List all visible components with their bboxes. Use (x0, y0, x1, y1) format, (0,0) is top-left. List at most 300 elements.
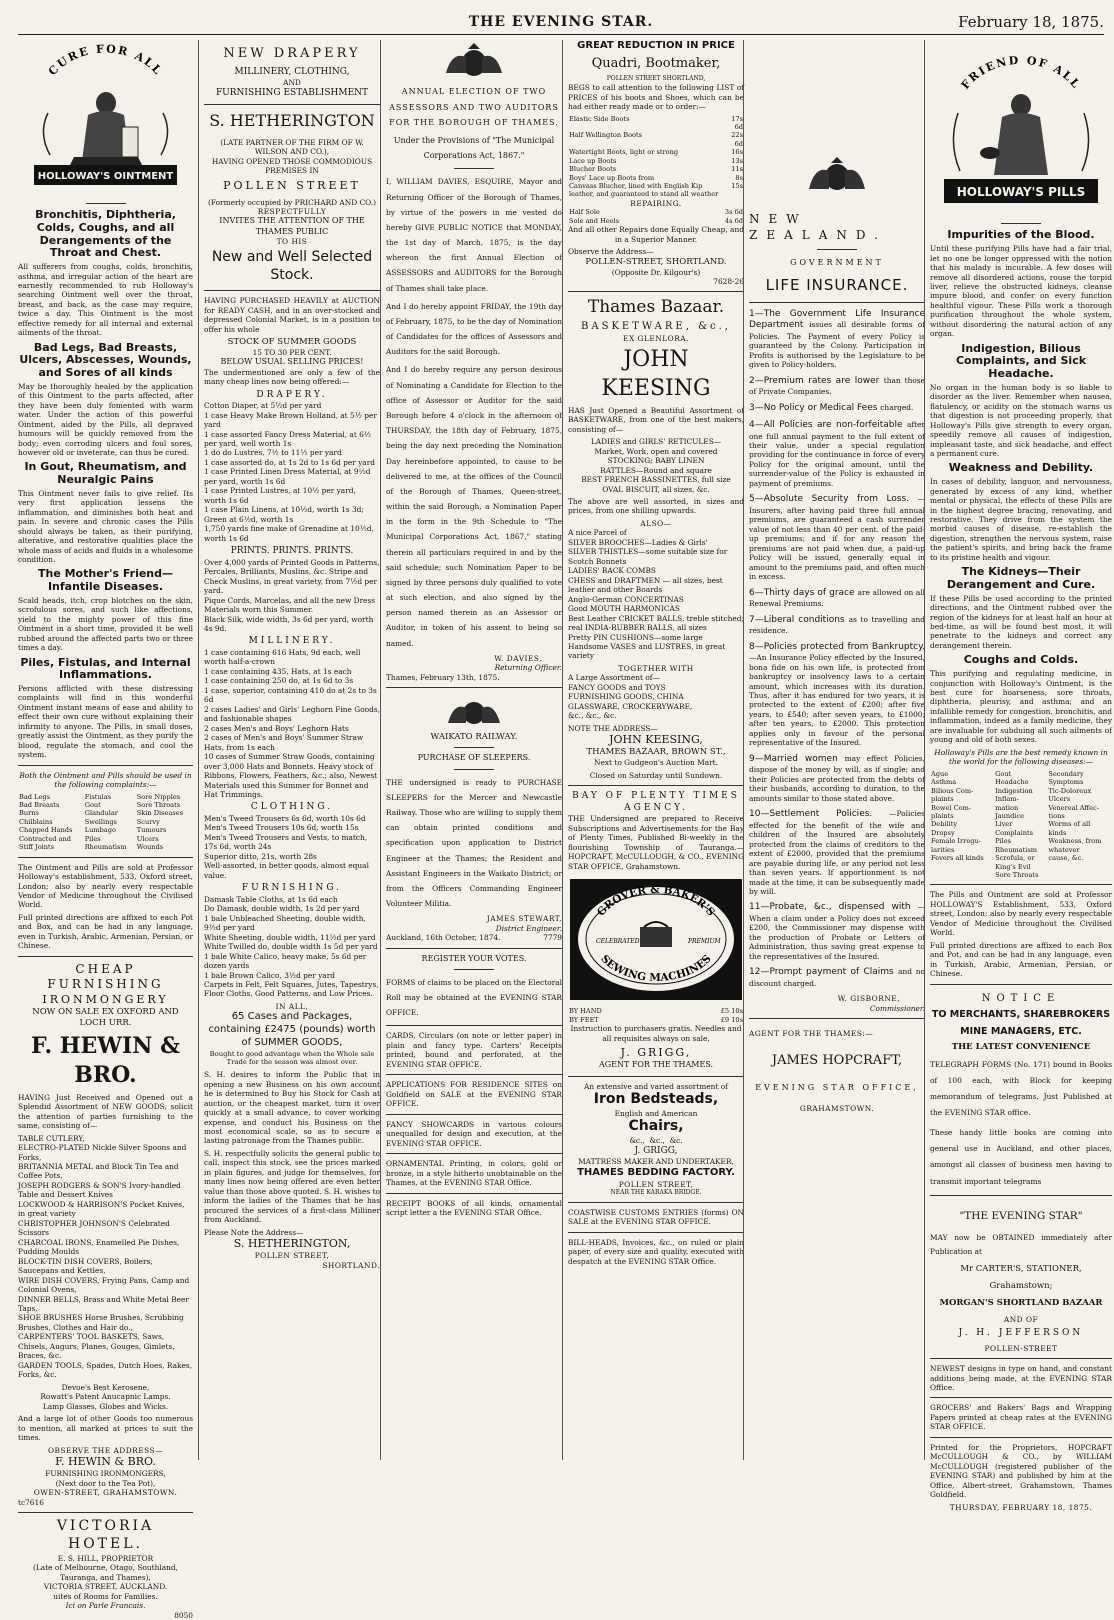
complaints-table (18, 793, 193, 852)
table-cell: Sore Throats (995, 871, 1039, 879)
table-caption: Both the Ointment and Pills should be used in the following complaints:— (19, 770, 192, 790)
holloway-pills-emblem (930, 43, 1112, 213)
notice-subtitle: GOVERNMENT (790, 258, 884, 268)
ad-title: CHEAP FURNISHING (47, 961, 164, 992)
table-cell: 17s 6d (731, 114, 743, 131)
agent-office: EVENING STAR OFFICE, (755, 1083, 919, 1093)
table-cell: Secondary (1048, 769, 1084, 778)
table-row (930, 854, 1112, 862)
goods-list: Over 4,000 yards of Printed Goods in Patterns, Percales, Brilliants, Muslins, &c. Stripe and Check Muslins, in great variety, from 7½d per yard. Pique Cords, Marcelas, and all the new Dress Materials worn this Summer. Black Silk, wide width, 3s 6d per yard, worth 4s 9d. (204, 557, 380, 633)
notice-signature: W. DAVIES, (494, 653, 542, 663)
table-cell: kinds (1048, 828, 1067, 837)
royal-arms-icon (386, 43, 562, 79)
notice-title: LIFE INSURANCE. (765, 276, 909, 295)
firm-name: JOHN KEESING, (609, 733, 703, 747)
table-cell: Headache (995, 778, 1029, 787)
table-cell: 4s 6d (724, 216, 743, 225)
insurance-term (749, 902, 925, 961)
table-cell: Half Sole (569, 208, 600, 217)
emblem-badge: HOLLOWAY'S OINTMENT (37, 171, 174, 182)
notice-role: Returning Officer. (494, 663, 562, 673)
table-cell: Piles (995, 837, 1012, 846)
firm-name: J. GRIGG, (634, 1145, 678, 1156)
table-cell: Gout (84, 800, 101, 809)
table-cell: Bowel Com- (931, 803, 972, 812)
address-label: Please Note the Address— (204, 1227, 304, 1237)
table-cell: Inflam- (995, 795, 1019, 804)
insurance-term-heading: 9—Married women (749, 753, 845, 764)
table-cell: Piles (84, 834, 101, 843)
royal-arms-icon (386, 696, 562, 726)
svg-text:FRIEND OF ALL (959, 54, 1084, 92)
notice-text: TELEGRAPH FORMS (No. 171) bound in Books of 100 each, with Block for keeping memorandum of telegrams, Just Published at the EVENING STAR office. (930, 1059, 1112, 1118)
price-row (568, 115, 744, 132)
goods-list: Damask Table Cloths, at 1s 6d each Do Damask, double width, 1s 2d per yard 1 bale Unbleached Sheeting, double width, 9½d per yard White Sheeting, double width, 11½d per yard White Twilled do, double width 1s 5d per yard 1 bale White Calico, heavy make, 5s 6d per dozen yards 1 bale Brown Calico, 3½d per yard Carpets in Felt, Felt Squares, Jutes, Tapestrys, Floor Cloths, Good Patterns, and Low Prices. (204, 894, 379, 999)
table-cell: BY HAND (569, 1007, 602, 1016)
agent-label: AGENT FOR THE THAMES:— (749, 1029, 874, 1039)
insurance-term-text: —When a claim under a Policy does not exceed £200, the Commissioner may dispense with the production of Probate or Letters of Administration, thus saving great expense to the representatives of the Insured. (749, 902, 925, 961)
machine-price-list (568, 1007, 744, 1024)
table-cell: Tumours (136, 826, 167, 835)
repair-price-list (568, 208, 744, 225)
ad-heading: Impurities of the Blood. (947, 228, 1095, 242)
ad-heading: The Kidneys—Their Derangement and Cure. (946, 565, 1096, 591)
agent-name: MORGAN'S SHORTLAND BAZAAR (939, 1297, 1103, 1308)
insurance-term-text: issues all desirable forms of Policies. The Payment of every Policy is guaranteed by the Colony. Participation in Profits is authorised by the Legislature to be given to Policy-holders. (749, 320, 926, 370)
table-cell: 13s (731, 156, 743, 165)
imprint: Printed for the Proprietors, HOPCRAFT McCULLOUGH & CO., by WILLIAM McCULLOUGH (registered publisher of the EVENING STAR) and published by him at the Office, Albert-street, Grahamstown, Thames Goldfield. (930, 1442, 1112, 1500)
office-ad: GROCERS' and Bakers' Bags and Wrapping Papers printed at cheap rates at the EVENING STAR OFFICE. (930, 1403, 1112, 1432)
insurance-term-text: as to travelling and residence. (749, 614, 926, 636)
firm-note: INVITES THE ATTENTION OF THE THAMES PUBLIC (219, 216, 365, 236)
firm-name: S. HETHERINGTON, (233, 1237, 351, 1251)
column-4 (562, 40, 744, 1460)
table-row (930, 871, 1112, 879)
insurance-term-heading: 6—Thirty days of grace (749, 587, 858, 598)
table-cell: Sore Nipples (136, 792, 181, 801)
firm-street: POLLEN STREET SHORTLAND, (606, 75, 706, 83)
table-cell: Half Wellington Boots (569, 131, 643, 140)
table-cell: 11s (731, 165, 743, 174)
ad-text: Bought to good advantage when the Whole sale Trade for the season was almost over. (209, 1049, 375, 1067)
emblem-motto: CURE FOR ALL (45, 43, 166, 79)
ad-text: HAS Just Opened a Beautiful Assortment of BASKETWARE, from one of the best makers, consisting of— (568, 405, 744, 434)
table-cell: Chilblains (19, 817, 53, 826)
table-cell: Burns (19, 809, 39, 818)
insurance-term (749, 588, 925, 609)
section-heading: IN ALL, (275, 1001, 309, 1011)
ad-subtitle: BASKETWARE, &c., (581, 321, 731, 333)
table-cell: Scrofula, or (995, 854, 1035, 863)
price-row (568, 157, 744, 165)
table-cell: BY FEET (569, 1015, 599, 1024)
price-row (568, 131, 744, 148)
table-cell: Jaundice (995, 811, 1025, 820)
table-cell: Complaints (995, 828, 1034, 837)
page-header (18, 10, 1104, 35)
table-cell: Liver (995, 820, 1013, 829)
office-ad: CARDS, Circulars (on note or letter paper) in plain and fancy type. Carters' Receipts printed, bound and perforated, at the EVENING STAR OFFICE. (386, 1031, 562, 1069)
ad-text: Scald heads, itch, crop blotches on the skin, scrofulous sores, and such like affections, yield to the mighty power of this fine Ointment in a short time, provided it be well rubbed around the affected parts two or three times a day. (18, 595, 193, 653)
ad-highlight: BELOW USUAL SELLING PRICES! (220, 357, 364, 367)
insurance-term-heading: 11—Probate, &c., dispensed with (749, 902, 918, 913)
table-cell: Rheumatism (84, 843, 127, 852)
section-heading: ALSO— (640, 518, 672, 528)
holloway-ointment-emblem (18, 43, 193, 193)
insurance-term (749, 754, 925, 803)
ad-text: HAVING Just Received and Opened out a Splendid Assortment of NEW GOODS, solicit the attention of parties furnishing to the same, consisting of— (18, 1092, 193, 1131)
ad-text: This purifying and regulating medicine, in conjunction with Holloway's Ointment, is the best cure for hoarseness, sore throats, diphtheria, pleurisy, and asthma; and an infallible remedy for congestion, bronchitis, and inflammation, indeed as a family medicine, they are invaluable for subduing all such ailments of young and old of both sexes. (930, 669, 1112, 745)
firm-name: JOHN KEESING (601, 347, 711, 401)
hotel-proprietor: E. S. HILL, PROPRIETOR (57, 1553, 154, 1563)
table-cell: Fistulas (84, 792, 112, 801)
table-cell: Lace up Boots (569, 156, 617, 165)
ad-text: Instruction to purchasers gratis. Needles and all requisites always on sale. (570, 1024, 742, 1043)
table-cell: 3s 6d (724, 208, 743, 217)
ad-text: May be thoroughly healed by the application of this Ointment to the parts affected, after they have been duly fomented with warm water. Under the action of this powerful Ointment, aided by the Pills, all depraved humours will be quickly removed from the body; even corroding ulcers and foul sores, however old or inveterate, can thus be cured. (18, 381, 193, 457)
ad-heading: Piles, Fistulas, and Internal Inflammations. (20, 655, 191, 682)
notice-signature: W. GISBORNE, (837, 994, 900, 1004)
notice-text: And I do hereby appoint FRIDAY, the 19th day of February, 1875, to be the day of Nomination of Candidates for the offices of Assessors and Auditors for the said Borough. (386, 301, 562, 357)
table-row (18, 793, 193, 801)
ad-title: THAMES BEDDING FACTORY. (577, 1166, 735, 1178)
ad-subtitle: English and American (614, 1108, 698, 1118)
table-row (930, 820, 1112, 828)
ad-title: NEW DRAPERY (223, 46, 361, 61)
address-label: OBSERVE THE ADDRESS— (48, 1445, 163, 1455)
table-caption: Holloway's Pills are the best remedy known in the world for the following diseases:— (934, 747, 1108, 767)
hotel-french: Ici on Parle Francais. (65, 1601, 146, 1611)
ad-text: HAVING PURCHASED HEAVILY at AUCTION for READY CASH, and in an over-stocked and depressed Colonial Market, is in a position to offer his whole (204, 296, 380, 334)
notice-subtitle: THE LATEST CONVENIENCE (951, 1041, 1091, 1052)
ad-heading: In Gout, Rheumatism, and Neuralgic Pains (24, 460, 187, 487)
agent-name: J. H. JEFFERSON (958, 1328, 1084, 1339)
firm-location: Next to Gudgeon's Auction Mart. (594, 758, 718, 768)
notice-title: NOTICE (981, 992, 1061, 1004)
ad-text: And all other Repairs done Equally Cheap, and in a Superior Manner. (568, 225, 744, 244)
table-cell: Worms of all (1048, 820, 1091, 829)
ad-subtitle: &c., &c., &c. (629, 1136, 683, 1146)
table-cell: larities (931, 845, 955, 854)
ad-subtitle: NOW ON SALE EX OXFORD AND LOCH URR. (32, 1006, 179, 1028)
table-cell: Venereal Affec- (1048, 803, 1099, 812)
insurance-term-text: —An Insurance Policy effected by the Insured, bona fide on his own life, is protected from bankruptcy or insolvency laws to a certain amount, which increases with its duration. Thus, after it has endured for two years, it is protected to the extent of £200; after five years, to £540; after seven years, to £1000; after ten years, to £2000. This protection applies only in favour of the personal representative of the Insured. (749, 653, 925, 748)
ad-text: Until these purifying Pills have had a fair trial, let no one be longer oppressed with the notion that his malady is incurable. A few doses will remove all disordered actions, rouse the torpid liver, relieve the obstructed kidneys, cleanse impure blood, and confer on every function healthful vigour. These Pills work a thorough purification throughout the whole system, without disordering the natural action of any organ. (930, 244, 1112, 339)
insurance-term-text: —Policies effected for the benefit of the wife and children of the Insured are absolutely protected from the claims of creditors to the extent of £2000, provided that the premiums are payable during life, or any period not less than seven years. If apportionment is not made at the time, it can be subsequently made by will. (749, 809, 925, 896)
grover-baker-logo (568, 877, 744, 1002)
firm-note: TO HIS (276, 236, 308, 246)
table-row (930, 863, 1112, 871)
ad-ref: 8050 (174, 1610, 193, 1620)
goods-list: A nice Parcel of SILVER BROOCHES—Ladies & Girls' SILVER THISTLES—some suitable size for Scotch Bonnets LADIES' BACK COMBS CHESS and DRAFTMEN — all sizes, best leather and other Boards Anglo-German CONCERTINAS Good MOUTH HARMONICAS Best Leather CRICKET BALLS, treble stitched; real INDIA-RUBBER BALLS, all sizes Pretty PIN CUSHIONS—some large Handsome VASES and LUSTRES, in great variety (568, 528, 744, 661)
notice-text: THE undersigned is ready to PURCHASE SLEEPERS for the Mercer and Newcastle Railway. Those who are willing to supply them can obtain printed conditions and specification upon application to District Engineer at the Thames; the Resident and Assistant Engineers in the Waikato District; or from the Officers Commanding Engineer Volunteer Militia. (386, 777, 562, 909)
address-label: Observe the Address— (568, 247, 654, 257)
stock-heading: New and Well Selected Stock. (211, 249, 373, 284)
table-row (930, 829, 1112, 837)
goods-list: LADIES and GIRLS' RETICULES— Market, Work, open and covered STOCKING; BABY LINEN RATTLES—Round and square BEST FRENCH BASSINETTES, full size OVAL BISCUIT, all sizes, &c. (581, 437, 731, 494)
firm-street: POLLEN-STREET, SHORTLAND. (585, 256, 727, 267)
table-row (18, 835, 193, 843)
firm-street: THAMES BAZAAR, BROWN ST., (586, 747, 726, 758)
firm-name: S. HETHERINGTON (209, 111, 375, 131)
insurance-term (749, 809, 925, 896)
table-row (930, 778, 1112, 786)
insurance-terms (749, 309, 925, 989)
table-cell: 22s 6d (731, 131, 743, 148)
ad-text: The undermentioned are only a few of the many cheap lines now being offered:— (204, 367, 380, 387)
table-row (930, 787, 1112, 795)
section-heading: MILLINERY. (248, 636, 336, 647)
table-cell: Bad Breasts (19, 800, 60, 809)
table-cell: Skin Diseases (136, 809, 184, 818)
goods-list: A Large Assortment of— FANCY GOODS and TOYS FURNISHING GOODS, CHINA GLASSWARE, CROCKERYWARE, &c., &c., &c. (568, 673, 693, 721)
ad-text: All sufferers from coughs, colds, bronchitis, asthma, and irregular action of the heart are earnestly recommended to rub Holloway's searching Ointment well over the throat, breast, and back, as the case may require, twice a day. This Ointment is the most effective remedy for all internal and external ailments of the throat. (18, 262, 193, 338)
ad-text: An extensive and varied assortment of (584, 1081, 728, 1091)
office-ad: APPLICATIONS FOR RESIDENCE SITES on Goldfield on SALE at the EVENING STAR OFFICE. (386, 1080, 562, 1109)
table-row (930, 846, 1112, 854)
table-cell: Ulcers (1048, 795, 1071, 804)
firm-name: F. HEWIN & BRO. (55, 1455, 156, 1469)
hotel-rooms: uites of Rooms for Families. (53, 1591, 158, 1601)
table-cell: King's Evil (995, 862, 1031, 871)
ad-ref: 7628-26 (713, 276, 744, 286)
table-cell: £9 10s (720, 1015, 743, 1024)
ad-text: The Ointment and Pills are sold at Professor Holloway's establishment, 533, Oxford street, London; also by nearly every respectable Vendor of Medicine throughout the Civilised World. (18, 862, 193, 910)
table-cell: Tic-Doloreux (1048, 786, 1092, 795)
price-row (568, 174, 744, 182)
ad-highlight: 15 TO 30 PER CENT. (252, 347, 332, 357)
ad-text: In cases of debility, languor, and nervousness, generated by excess of any kind, whether mental or physical, the effects of these Pills are in the highest degree bracing, renovating, and restorative. They drive from the system the morbid causes of disease, re-establish the digestion, strengthen the nervous system, raise the patient's spirits, and bring back the frame to its pristine health and vigour. (930, 477, 1112, 562)
logo-bottom-text: SEWING MACHINES (598, 952, 714, 984)
ad-text: Full printed directions are affixed to each Pot and Box, and can be had in any language, even in Turkish, Arabic, Armenian, Persian, or Chinese. (18, 912, 193, 951)
ad-heading: The Mother's Friend—Infantile Diseases. (37, 567, 174, 594)
table-cell: Canvass Blucher, lined with English Kip leather, and guaranteed to stand all weather (569, 182, 719, 199)
notice-subtitle: PURCHASE OF SLEEPERS. (417, 753, 531, 763)
insurance-term-text: than those of Private Companies. (749, 375, 925, 397)
insurance-term (749, 494, 925, 581)
ad-text: Full printed directions are affixed to each Box and Pot, and can be had in any language, even in Turkish, Arabic, Armenian, Persian, or Chinese. (930, 940, 1112, 979)
table-cell: Gout (995, 769, 1012, 778)
ad-title: Iron Bedsteads, (593, 1091, 719, 1108)
table-cell: Asthma (931, 778, 957, 787)
office-ad: NEWEST designs in type on hand, and constant additions being made, at the EVENING STAR Office. (930, 1364, 1112, 1392)
table-cell: Scurvy (136, 817, 160, 826)
section-heading: REPAIRING. (630, 198, 682, 208)
hotel-street: VICTORIA STREET, AUCKLAND. (43, 1582, 168, 1592)
insurance-term-heading: 4—All Policies are non-forfeitable (749, 420, 907, 431)
address-label: NOTE THE ADDRESS— (568, 723, 658, 733)
notice-title: "THE EVENING STAR" (959, 1209, 1083, 1222)
ad-title: IRONMONGERY (42, 992, 169, 1006)
firm-role: AGENT FOR THE THAMES. (598, 1060, 714, 1070)
insurance-term-text: and no discount charged. (749, 967, 925, 988)
table-row (18, 818, 193, 826)
table-cell: plaints (931, 811, 954, 820)
ad-text: And a large lot of other Goods too numerous to mention, all marked at prices to suit the times. (18, 1414, 193, 1443)
table-cell: Debility (931, 820, 958, 829)
ad-text: The above are well assorted, in sizes and prices, from one shilling upwards. (568, 496, 744, 516)
table-row (930, 804, 1112, 812)
firm-location: (Opposite Dr. Kilgour's) (611, 267, 701, 277)
notice-date: Thames, February 13th, 1875. (386, 672, 500, 682)
table-cell: Stiff Joints (19, 843, 55, 852)
notice-title: REGISTER YOUR VOTES. (421, 953, 527, 963)
table-cell (1047, 871, 1112, 879)
masthead-title: THE EVENING STAR. (468, 14, 654, 30)
table-cell: Chapped Hands (19, 826, 73, 835)
table-cell: Dropsy (931, 828, 955, 837)
column-3 (380, 40, 562, 1460)
ad-title: Thames Bazaar. (587, 297, 725, 318)
section-heading: CLOTHING. (250, 802, 334, 813)
insurance-term-text: after one full annual payment to the full extent of their value, under a special regulation providing for the continuance in force of every Policy for the original amount, until the surrender-value of the Policy is exhausted in payment of premiums. (749, 420, 925, 488)
table-row (18, 843, 193, 851)
section-heading: TOGETHER WITH (618, 663, 694, 673)
firm-trade: FURNISHING IRONMONGERS, (45, 1469, 166, 1479)
table-cell: Ague (931, 769, 949, 778)
notice-text: These handy little books are coming into general use in Auckland, and other places, amongst all classes of business men having to transmit important telegrams (930, 1127, 1112, 1186)
diseases-table (930, 770, 1112, 880)
insurance-term (749, 967, 925, 988)
ad-heading: Bad Legs, Bad Breasts, Ulcers, Abscesses, Wounds, and Sores of all kinds (19, 340, 192, 380)
ad-text: No organ in the human body is so liable to disorder as the liver. Remember when nausea, flatulency, or acidity on the stomach warns us that digestion is not proceeding properly, that Holloway's Pills give strength to every organ, speedily remove all causes of indigestion, impleasant taste, and sick headache, and effect a permanent cure. (930, 382, 1112, 458)
price-row (568, 217, 744, 225)
royal-arms-icon (749, 155, 925, 195)
table-row (18, 809, 193, 817)
notice-text: I, WILLIAM DAVIES, ESQUIRE, Mayor and Returning Officer of the Borough of Thames, by virtue of the powers in me vested do hereby GIVE PUBLIC NOTICE that MONDAY, the 1st day of March, 1875, is the day whereon the first Annual Election of ASSESSORS and AUDITORS for the Borough of Thames shall take place. (386, 177, 562, 293)
ad-highlight: STOCK OF SUMMER GOODS (227, 337, 357, 348)
ad-text: This Ointment never fails to give relief. Its very first application lessens the inflammation, and diminishes both heat and pain. In severe and chronic cases the Pills should always be taken, as their purifying, alterative, and restorative qualities place the whole mass of acids and fluids in a wholesome condition. (18, 488, 193, 565)
logo-right-text: PREMIUM (688, 937, 721, 945)
insurance-term (749, 615, 925, 636)
ad-ref: tc7616 (18, 1497, 44, 1507)
agent-town: Grahamstown; (989, 1280, 1053, 1291)
firm-street: POLLEN STREET, (618, 1179, 694, 1189)
table-cell: Glandular (84, 809, 118, 818)
table-cell (930, 871, 994, 879)
ad-title: BAY OF PLENTY TIMES AGENCY. (572, 791, 740, 813)
table-cell: 16s (731, 148, 743, 157)
firm-location: NEAR THE KARAKA BRIDGE. (610, 1189, 702, 1197)
header-date: February 18, 1875. (958, 13, 1104, 31)
table-cell: cause, &c. (1048, 854, 1084, 863)
table-cell: Lumbago (84, 826, 116, 835)
insurance-term-text: are allowed on all Renewal Premiums. (749, 587, 925, 609)
emblem-motto: FRIEND OF ALL (958, 53, 1084, 92)
section-heading: PRINTS. PRINTS. PRINTS. (230, 546, 354, 557)
insurance-term-text: may effect Policies, dispose of the money by will, as if single; and their Policies are protected from the debts of their husbands, according to duration, to the amounts similar to those stated above. (749, 753, 925, 803)
table-cell: Fevers all kinds (931, 854, 984, 863)
section-heading: DRAPERY. (256, 389, 328, 400)
insurance-term (749, 309, 925, 370)
firm-role: MATTRESS MAKER AND UNDERTAKER, (578, 1157, 734, 1167)
table-cell: Symptoms (1048, 778, 1084, 787)
table-row (930, 837, 1112, 845)
hotel-note: (Late of Melbourne, Otago, Southland, Tauranga, and Thames), (33, 1563, 178, 1582)
price-row (568, 165, 744, 173)
table-cell: Bad Legs (19, 792, 50, 801)
insurance-term (749, 420, 925, 488)
notice-subtitle: MINE MANAGERS, ETC. (960, 1025, 1082, 1037)
insurance-term-heading: 8—Policies protected from Bankruptcy. (749, 641, 925, 652)
notice-role: Commissioner. (869, 1003, 925, 1013)
table-row (930, 795, 1112, 803)
ad-title: Chairs, (628, 1118, 684, 1135)
ad-text: The Pills and Ointment are sold at Professor HOLLOWAY'S Establishment, 533, Oxford street, London; also by nearly every respectable Vendor of Medicine throughout the Civilised World. (930, 890, 1112, 938)
ad-text: S. H. desires to inform the Public that in opening a new Business on his own account he is determined to Buy his Stock for Cash at auction, or the cheapest market, turn it over quickly at a small advance, to cover working expense, and conduct his Business on the most economical scale, so as to secure a lasting patronage from the Thames public. (204, 1070, 380, 1146)
notice-signature: JAMES STEWART, (486, 914, 562, 924)
notice-subtitle: Under the Provisions of "The Municipal Corporations Act, 1867." (393, 136, 555, 161)
notice-title: NEW ZEALAND. (749, 212, 887, 242)
firm-town: SHORTLAND. (322, 1260, 380, 1270)
goods-list: TABLE CUTLERY, ELECTRO-PLATED Nickle Silver Spoons and Forks, BRITANNIA METAL and Block Tin Tea and Coffee Pots, JOSEPH RODGERS & SON'S Ivory-handled Table and Dessert Knives LOCKWOOD & HARRISON'S Pocket Knives, in great variety CHRISTOPHER JOHNSON'S Celebrated Scissors CHARCOAL IRONS, Enamelled Pie Dishes, Pudding Moulds BLOCK-TIN DISH COVERS, Boilers, Saucepans and Kettles, WIRE DISH COVERS, Frying Pans, Camp and Colonial Ovens, DINNER BELLS, Brass and White Metal Beer Taps, SHOE BRUSHES Horse Brushes, Scrubbing Brushes, Clothes and Hair do., CARPENTERS' TOOL BASKETS, Saws, Chisels, Augurs, Planes, Gouges, Gimlets, Braces, &c. GARDEN TOOLS, Spades, Dutch Hoes, Rakes, Forks, &c. (18, 1133, 192, 1380)
ad-subtitle: MILLINERY, CLOTHING, (234, 66, 350, 77)
hotel-title: VICTORIA HOTEL. (56, 1517, 155, 1552)
table-cell: Sole and Heels (569, 216, 620, 225)
table-cell (930, 863, 994, 871)
imprint-date: THURSDAY, FEBRUARY 18, 1875. (949, 1502, 1093, 1512)
table-cell: 15s (731, 182, 743, 190)
firm-street: OWEN-STREET, GRAHAMSTOWN. (33, 1488, 178, 1498)
insurance-term-heading: 3—No Policy or Medical Fees (749, 402, 881, 413)
goods-list: Devoe's Best Kerosene, Rowatt's Patent Anucapnic Lamps. Lamp Glasses, Globes and Wicks. (40, 1382, 171, 1411)
table-cell: Elastic Side Boots (569, 114, 630, 123)
ad-ref: 7779 (543, 933, 562, 943)
goods-list: 1 case containing 616 Hats, 9d each, well worth half-a-crown 1 case containing 435, Hats, at 1s each 1 case containing 250 do, at 1s 6d to 3s 1 case, superior, containing 410 do at 2s to 3s 6d 2 cases Ladies' and Girls' Leghorn Fine Goods, and fashionable shapes 2 cases Men's and Boys' Leghorn Hats 2 cases of Men's and Boys' Summer Straw Hats, from 1s each 10 cases of Summer Straw Goods, containing over 3,000 Hats and Bonnets. Heavy stock of Ribbons, Flowers, Feathers, &c.; also, Newest Materials used this Summer for Bonnet and Hat Trimmings. (204, 647, 380, 799)
agent-town: GRAHAMSTOWN. (799, 1103, 875, 1113)
ad-heading: Indigestion, Bilious Complaints, and Sick Headache. (955, 341, 1087, 381)
insurance-term (749, 403, 925, 415)
table-cell: Swellings (84, 817, 117, 826)
logo-left-text: CELEBRATED (596, 937, 640, 945)
agent-street: POLLEN-STREET (984, 1343, 1058, 1353)
notice-title: ANNUAL ELECTION OF TWO ASSESSORS AND TWO AUDITORS FOR THE BOROUGH OF THAMES. (389, 87, 559, 127)
ad-text: BEGS to call attention to the following LIST of PRICES of his boots and Shoes, which can be had either ready made or to order:— (568, 83, 744, 112)
goods-list: Men's Tweed Trousers 6s 6d, worth 10s 6d Men's Tweed Trousers 10s 6d, worth 15s Men's Tweed Trousers and Vests, to match, 17s 6d, worth 24s Superior ditto, 21s, worth 28s Well-assorted, in better goods, almost equal value. (204, 813, 369, 880)
table-cell: Boys' Lace up Boots from (569, 173, 655, 182)
price-row (568, 208, 744, 216)
notice-date: Auckland, 16th October, 1874. (386, 933, 501, 943)
table-cell: Watertight Boots, light or strong (569, 148, 679, 157)
firm-street: POLLEN STREET (223, 179, 361, 193)
table-cell: mation (995, 803, 1019, 812)
office-ad: BILL-HEADS, Invoices, &c., on ruled or plain paper, of every size and quality, executed with despatch at the EVENING STAR Office. (568, 1237, 744, 1266)
logo-top-text: GROVER & BAKER'S (595, 883, 718, 919)
firm-note: (LATE PARTNER OF THE FIRM OF W. WILSON AND CO.), (220, 137, 364, 157)
table-cell: tions (1048, 811, 1065, 820)
office-ad: RECEIPT BOOKS of all kinds, ornamental script letter a the EVENING STAR Office. (386, 1198, 562, 1217)
notice-text: FORMS of claims to be placed on the Electoral Roll may be obtained at the EVENING STAR OFFICE. (386, 977, 563, 1018)
ad-heading: Coughs and Colds. (963, 653, 1079, 667)
notice-role: District Engineer. (495, 923, 562, 933)
price-row (568, 1016, 744, 1024)
table-row (18, 826, 193, 834)
ad-subtitle: EX GLENLORA. (623, 333, 689, 343)
agent-name: JAMES HOPCRAFT, (771, 1052, 903, 1068)
insurance-term-text: —Insurers, after having paid three full annual premiums, are guaranteed a cash surrender value of not less than 40 per cent. of the paid-up premiums; and if for any reason the premiums are not paid when due, a paid-up Policy will be issued, generally equal in amount to the premiums paid, and often much in excess. (749, 494, 925, 582)
insurance-term (749, 642, 925, 748)
agent-label: AND OF (1003, 1314, 1039, 1324)
column-5 (743, 40, 925, 1460)
firm-name: F. HEWIN & BRO. (31, 1033, 180, 1088)
table-row (930, 770, 1112, 778)
table-cell: Weakness, from (1048, 837, 1102, 846)
insurance-term-heading: 2—Premium rates are lower (749, 375, 884, 386)
table-row (930, 812, 1112, 820)
insurance-term-text: charged. (880, 402, 914, 412)
table-cell (1047, 863, 1112, 871)
table-cell: Rheumatism (995, 845, 1038, 854)
